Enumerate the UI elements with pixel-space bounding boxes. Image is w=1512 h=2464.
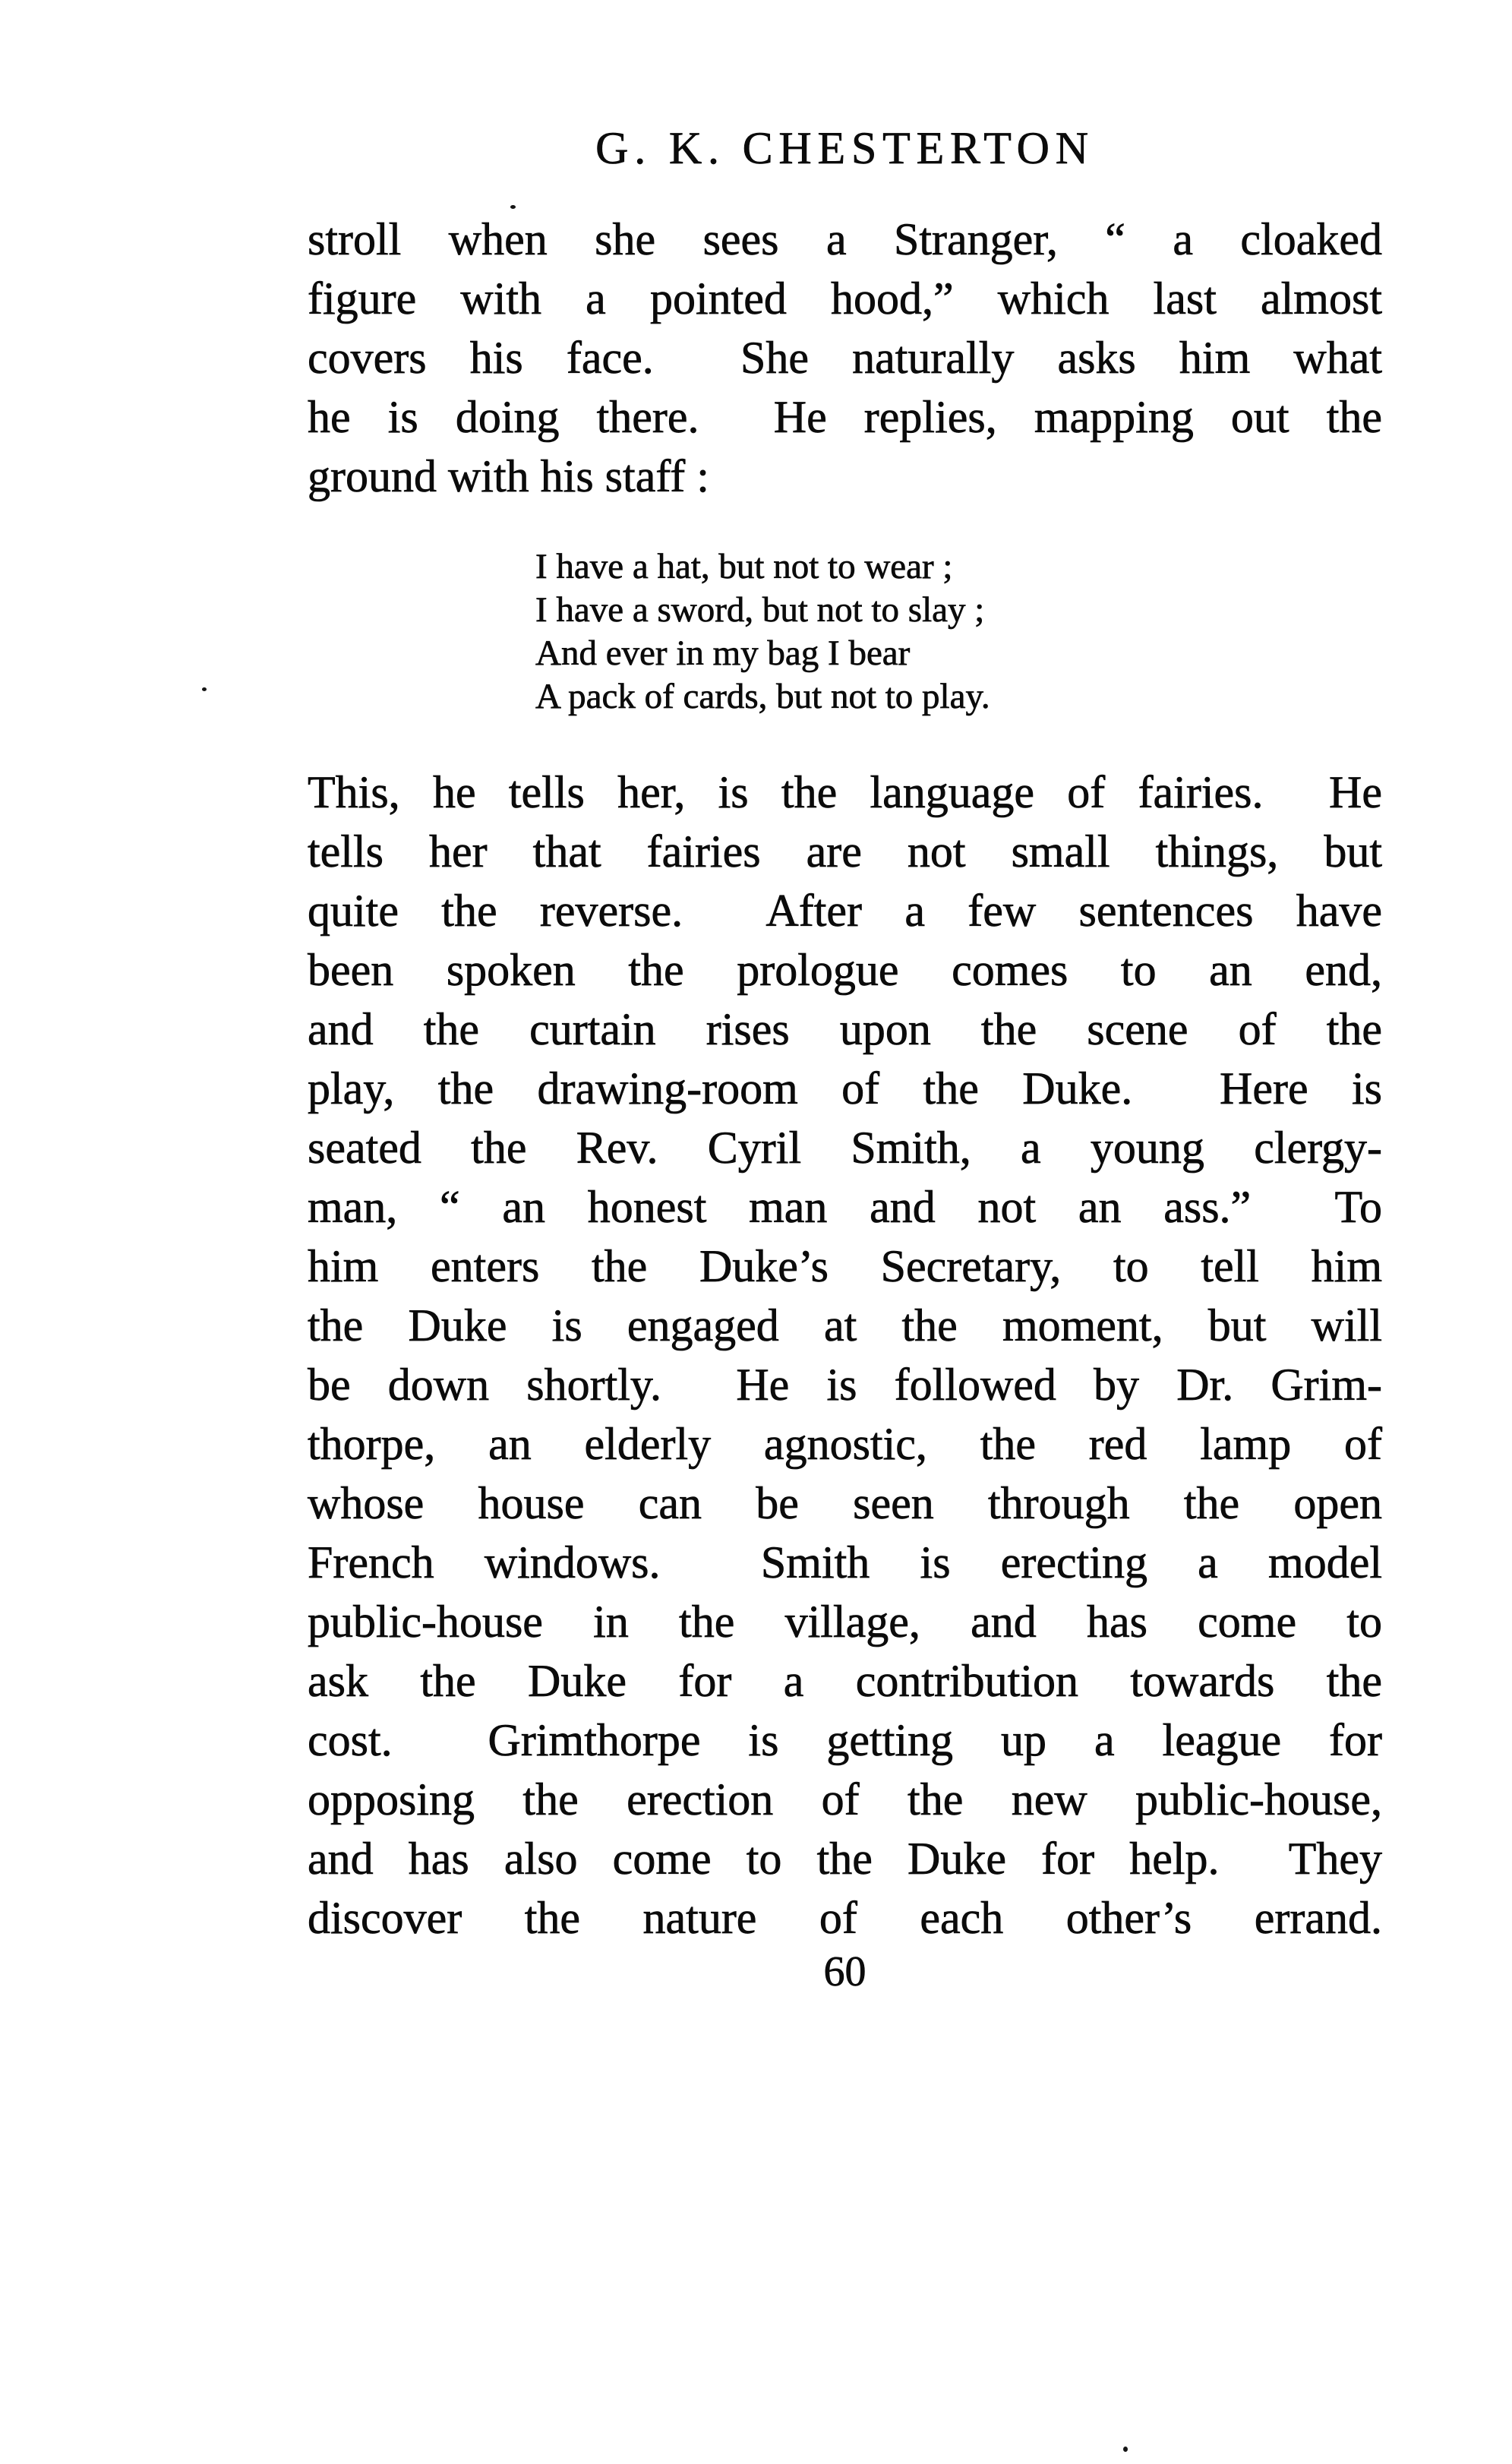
text-line: figure with a pointed hood,” which last almost <box>308 273 1382 324</box>
page-number: 60 <box>823 1948 866 1995</box>
ink-speck <box>510 205 516 209</box>
verse-line: A pack of cards, but not to play. <box>535 677 990 716</box>
ink-speck <box>1123 2447 1128 2452</box>
text-line: him enters the Duke’s Secretary, to tell him <box>308 1241 1382 1291</box>
text-line: This, he tells her, is the language of fairies. He <box>308 767 1382 817</box>
text-line: he is doing there. He replies, mapping out the <box>308 392 1382 442</box>
text-line: cost. Grimthorpe is getting up a league for <box>308 1715 1382 1765</box>
text-line: discover the nature of each other’s errand. <box>308 1893 1382 1943</box>
opening-paragraph <box>308 210 1382 506</box>
verse-line: And ever in my bag I bear <box>535 633 911 673</box>
text-line: opposing the erection of the new public-house, <box>308 1774 1382 1824</box>
text-line: seated the Rev. Cyril Smith, a young clergy- <box>308 1123 1382 1173</box>
text-line: ground with his staff : <box>308 451 709 501</box>
text-line: thorpe, an elderly agnostic, the red lamp of <box>308 1419 1382 1469</box>
text-line: stroll when she sees a Stranger, “ a cloaked <box>308 214 1382 264</box>
text-line: the Duke is engaged at the moment, but will <box>308 1300 1382 1350</box>
verse-line: I have a sword, but not to slay ; <box>535 590 985 630</box>
text-line: whose house can be seen through the open <box>308 1478 1382 1528</box>
text-line: public-house in the village, and has come to <box>308 1597 1382 1647</box>
text-line: French windows. Smith is erecting a model <box>308 1537 1382 1587</box>
text-line: and has also come to the Duke for help. They <box>308 1834 1382 1884</box>
verse-block <box>535 545 1382 719</box>
text-line: and the curtain rises upon the scene of the <box>308 1004 1382 1054</box>
ink-speck <box>202 687 207 691</box>
text-line: man, “ an honest man and not an ass.” To <box>308 1182 1382 1232</box>
text-line: tells her that fairies are not small things, but <box>308 826 1382 877</box>
text-line: play, the drawing-room of the Duke. Here is <box>308 1063 1382 1114</box>
text-line: ask the Duke for a contribution towards the <box>308 1656 1382 1706</box>
verse-line: I have a hat, but not to wear ; <box>535 547 953 586</box>
text-line: quite the reverse. After a few sentences have <box>308 886 1382 936</box>
text-line: been spoken the prologue comes to an end, <box>308 945 1382 995</box>
main-paragraph <box>308 763 1382 1948</box>
running-header: G. K. CHESTERTON <box>595 123 1094 173</box>
text-line: be down shortly. He is followed by Dr. Grim- <box>308 1360 1382 1410</box>
text-block <box>308 0 1382 1993</box>
text-line: covers his face. She naturally asks him what <box>308 333 1382 383</box>
